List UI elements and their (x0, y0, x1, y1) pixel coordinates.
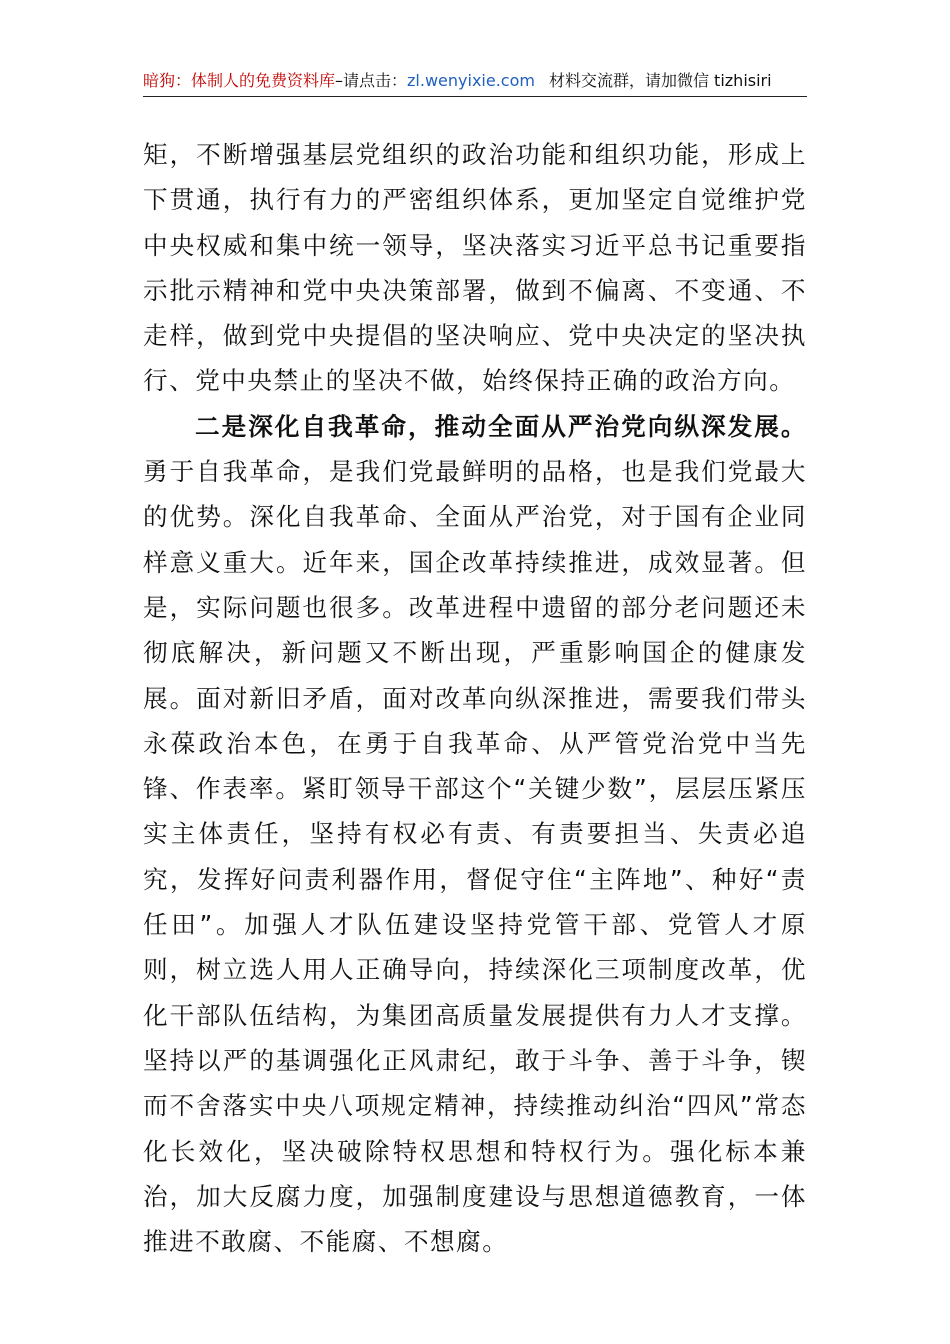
paragraph-text: 勇于自我革命，是我们党最鲜明的品格，也是我们党最大的优势。深化自我革命、全面从严治党，对于国有企业同样意义重大。近年来，国企改革持续推进，成效显著。但是，实际问题也很多。改革进程中遗留的部分老问题还未彻底解决，新问题又不断出现，严重影响国企的健康发展。面对新旧矛盾，面对改革向纵深推进，需要我们带头永葆政治本色，在勇于自我革命、从严管党治党中当先锋、作表率。紧盯领导干部这个“关键少数”，层层压紧压实主体责任，坚持有权必有责、有责要担当、失责必追究，发挥好问责利器作用，督促守住“主阵地”、种好“责任田”。加强人才队伍建设坚持党管干部、党管人才原则，树立选人用人正确导向，持续深化三项制度改革，优化干部队伍结构，为集团高质量发展提供有力人才支撑。坚持以严的基调强化正风肃纪，敢于斗争、善于斗争，锲而不舍落实中央八项规定精神，持续推动纠治“四风”常态化长效化，坚决破除特权思想和特权行为。强化标本兼治，加大反腐力度，加强制度建设与思想道德教育，一体推进不敢腐、不能腐、不想腐。 (143, 457, 807, 1257)
site-label: 暗狗：体制人的免费资料库 (143, 71, 336, 90)
site-url-link[interactable]: zl.wenyixie.com (407, 71, 535, 90)
document-body (143, 132, 807, 1264)
wechat-note: 材料交流群，请加微信 tizhisiri (548, 71, 772, 90)
paragraph-lead-heading: 二是深化自我革命，推动全面从严治党向纵深发展。 (195, 411, 807, 441)
click-prompt: –请点击： (335, 71, 408, 90)
paragraph-continuation (143, 132, 807, 404)
paragraph-point-two (143, 404, 807, 1265)
page-header (143, 70, 807, 97)
paragraph-text: 矩，不断增强基层党组织的政治功能和组织功能，形成上下贯通，执行有力的严密组织体系，更加坚定自觉维护党中央权威和集中统一领导，坚决落实习近平总书记重要指示批示精神和党中央决策部署，做到不偏离、不变通、不走样，做到党中央提倡的坚决响应、党中央决定的坚决执行、党中央禁止的坚决不做，始终保持正确的政治方向。 (143, 140, 807, 396)
